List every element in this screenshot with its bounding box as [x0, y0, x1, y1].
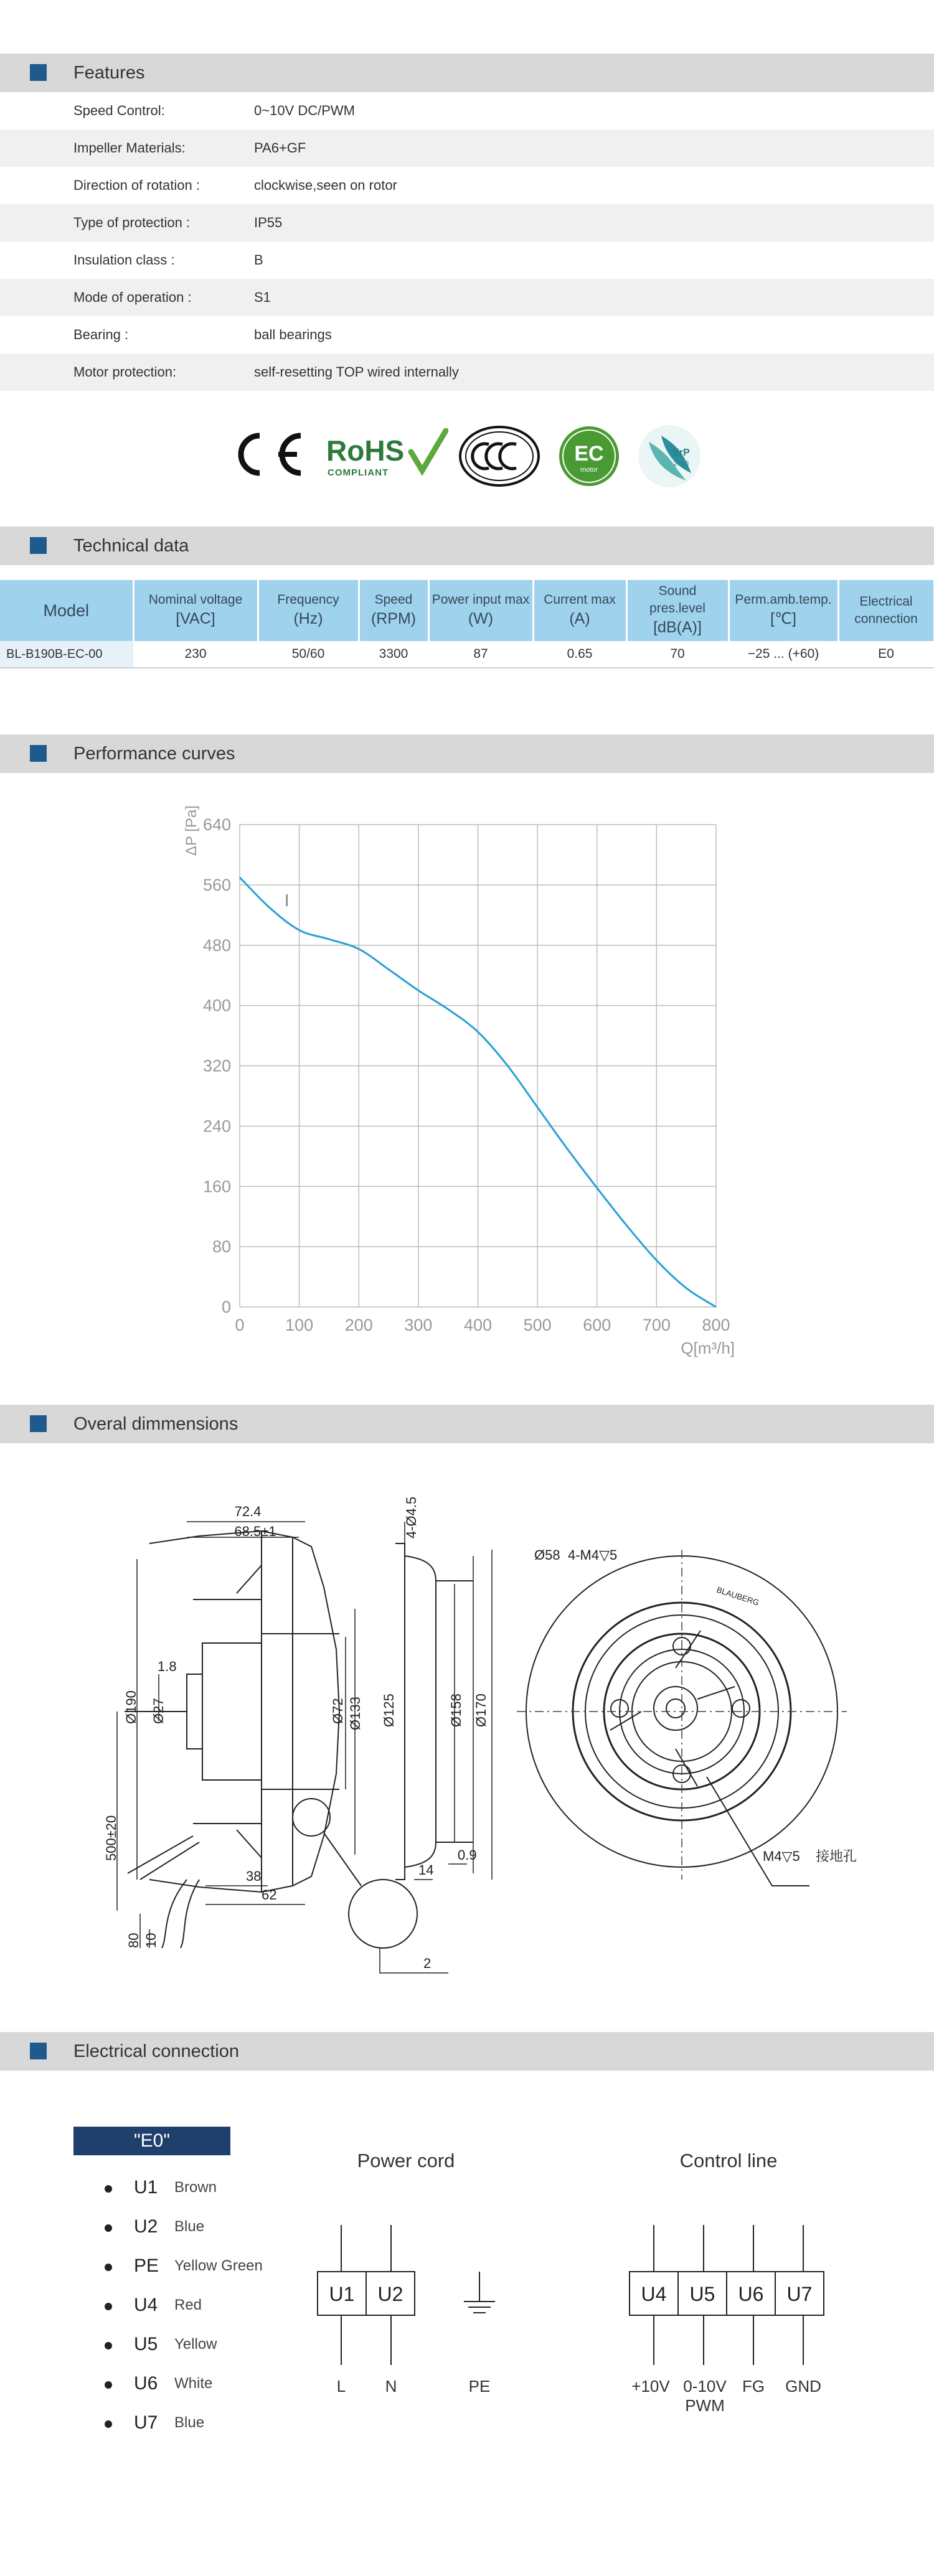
chart-annotation: I — [284, 891, 290, 911]
wire-code: PE — [134, 2255, 159, 2276]
dimension-label: 4-Ø4.5 — [403, 1496, 419, 1539]
x-tick-label: 200 — [344, 1316, 373, 1334]
feature-label: Type of protection : — [73, 215, 191, 230]
dimension-label: 14 — [418, 1862, 434, 1878]
wire-label: +10V — [631, 2377, 670, 2396]
feature-value: clockwise,seen on rotor — [254, 177, 397, 193]
feature-label: Speed Control: — [73, 103, 165, 118]
feature-row — [0, 354, 934, 391]
erp-logo — [636, 423, 702, 489]
section-title: Electrical connection — [73, 2041, 239, 2061]
feature-value: B — [254, 252, 263, 268]
erp-text: ErP — [672, 447, 690, 458]
y-tick-label: 0 — [221, 1298, 231, 1316]
wire-color: White — [174, 2375, 213, 2392]
section-title: Technical data — [73, 536, 189, 556]
dimension-label: 接地孔 — [816, 1848, 857, 1864]
features-header — [0, 54, 934, 92]
table-cell: 0.65 — [533, 641, 626, 668]
y-tick-label: 560 — [202, 875, 231, 894]
section-title: Performance curves — [73, 744, 235, 764]
connection-type-badge: "E0" — [73, 2127, 230, 2155]
terminal-label: U2 — [377, 2283, 403, 2305]
table-cell: BL-B190B-EC-00 — [0, 641, 133, 668]
y-tick-label: 80 — [212, 1237, 231, 1257]
wire-code: U5 — [134, 2334, 158, 2354]
dimension-label: 1.8 — [158, 1659, 177, 1674]
table-cell: 87 — [428, 641, 533, 668]
terminal-label: U1 — [329, 2283, 355, 2305]
wire-color: Blue — [174, 2414, 205, 2431]
rohs-text: RoHS — [326, 434, 405, 467]
terminal-label: U7 — [786, 2283, 813, 2305]
y-tick-label: 400 — [202, 996, 231, 1015]
wire-label: GND — [785, 2377, 821, 2396]
dimension-label: Ø27 — [151, 1698, 166, 1724]
dimension-label: 72.4 — [234, 1504, 262, 1519]
wire-color: Yellow — [174, 2336, 217, 2353]
dimension-label: Ø133 — [347, 1697, 363, 1730]
feature-label: Direction of rotation : — [73, 177, 200, 193]
brand-label: BLAUBERG — [715, 1585, 761, 1608]
column-header: Current max (A) — [533, 580, 626, 641]
terminal-label: U4 — [641, 2283, 667, 2305]
dimensions-header — [0, 1405, 934, 1443]
x-tick-label: 300 — [404, 1316, 433, 1334]
feature-row — [0, 129, 934, 167]
column-header: Nominal voltage [VAC] — [133, 580, 258, 641]
ec-sub-text: motor — [580, 466, 598, 474]
dimension-label: Ø158 — [448, 1693, 464, 1727]
dimension-label: 80 — [126, 1932, 141, 1948]
section-title: Features — [73, 63, 145, 83]
dimension-label: 500±20 — [103, 1815, 119, 1861]
feature-value: ball bearings — [254, 327, 332, 342]
x-tick-label: 700 — [642, 1316, 671, 1334]
feature-label: Bearing : — [73, 327, 129, 342]
dimension-label: Ø170 — [473, 1693, 489, 1727]
dimension-label: Ø190 — [123, 1690, 139, 1724]
dimension-label: 38 — [246, 1868, 262, 1884]
technical-data-table — [0, 580, 934, 668]
wire-label: L — [336, 2377, 346, 2396]
table-cell: 230 — [133, 641, 258, 668]
x-tick-label: 800 — [702, 1316, 730, 1334]
x-tick-label: 600 — [583, 1316, 611, 1334]
feature-row — [0, 279, 934, 316]
rohs-logo — [324, 428, 448, 484]
power-cord-title: Power cord — [357, 2150, 455, 2171]
feature-value: PA6+GF — [254, 140, 306, 156]
wire-code: U2 — [134, 2216, 158, 2237]
section-marker — [30, 1415, 47, 1432]
dimension-drawing — [0, 1450, 934, 2010]
dimension-label: 10 — [143, 1932, 159, 1948]
control-line-title: Control line — [679, 2150, 778, 2171]
y-tick-label: 320 — [202, 1056, 231, 1075]
column-header: Frequency (Hz) — [258, 580, 359, 641]
y-tick-label: 160 — [202, 1177, 231, 1196]
dimension-label: 68.5±1 — [234, 1524, 276, 1539]
ce-logo-text: CE — [227, 423, 229, 424]
performance-header — [0, 734, 934, 773]
dimension-label: 0.9 — [458, 1847, 477, 1863]
feature-row — [0, 241, 934, 279]
column-header: Electrical connection — [838, 580, 934, 641]
dimension-label: Ø125 — [381, 1693, 397, 1727]
y-tick-label: 640 — [202, 815, 231, 834]
y-axis-label: ΔP [Pa] — [183, 805, 200, 856]
rohs-sub-text: COMPLIANT — [328, 467, 389, 478]
ce-logo — [227, 423, 308, 485]
feature-value: IP55 — [254, 215, 283, 230]
dimension-label: Ø72 — [330, 1698, 346, 1724]
feature-row — [0, 316, 934, 354]
performance-chart — [0, 797, 934, 1369]
feature-row — [0, 204, 934, 241]
wire-label: PE — [468, 2377, 491, 2396]
table-cell: E0 — [838, 641, 934, 668]
feature-label: Impeller Materials: — [73, 140, 186, 156]
column-header: Speed (RPM) — [359, 580, 428, 641]
x-axis-label: Q[m³/h] — [681, 1339, 735, 1357]
x-tick-label: 400 — [463, 1316, 493, 1334]
feature-label: Mode of operation : — [73, 289, 192, 305]
x-tick-label: 0 — [235, 1316, 245, 1334]
dimension-label: 62 — [262, 1887, 277, 1903]
feature-value: 0~10V DC/PWM — [254, 103, 355, 118]
wire-code: U1 — [134, 2177, 158, 2198]
y-tick-label: 240 — [202, 1117, 231, 1136]
ccc-logo-text: CCC — [458, 424, 460, 425]
column-header: Model — [0, 580, 133, 641]
section-marker — [30, 537, 47, 554]
wire-code: U6 — [134, 2373, 158, 2394]
terminal-label: U5 — [689, 2283, 715, 2305]
feature-value: S1 — [254, 289, 271, 305]
dimension-label: Ø58 — [534, 1547, 560, 1563]
wire-label: PWM — [685, 2396, 725, 2415]
dimension-label: M4▽5 — [763, 1848, 800, 1864]
wire-label: 0-10V — [683, 2377, 727, 2396]
terminal-label: U6 — [738, 2283, 764, 2305]
feature-row — [0, 167, 934, 204]
wire-code: U7 — [134, 2412, 158, 2433]
wire-label: FG — [742, 2377, 765, 2396]
table-cell: 50/60 — [258, 641, 359, 668]
table-row — [0, 641, 934, 668]
check-icon — [411, 431, 446, 471]
dimension-label: 4-M4▽5 — [568, 1547, 618, 1563]
column-header: Power input max (W) — [428, 580, 533, 641]
table-cell: 3300 — [359, 641, 428, 668]
feature-label: Motor protection: — [73, 364, 177, 380]
section-marker — [30, 2043, 47, 2059]
wire-color: Blue — [174, 2218, 205, 2235]
technical-header — [0, 527, 934, 565]
wire-label: N — [385, 2377, 397, 2396]
feature-label: Insulation class : — [73, 252, 175, 268]
wire-color: Yellow Green — [174, 2257, 263, 2274]
wiring-diagram — [0, 2129, 934, 2440]
erp-year-text: 2015 — [673, 460, 689, 467]
ec-text: EC — [574, 442, 604, 466]
y-tick-label: 480 — [202, 935, 231, 955]
table-header-row — [0, 580, 934, 641]
electrical-header — [0, 2032, 934, 2071]
column-header: Sound pres.level [dB(A)] — [626, 580, 729, 641]
x-tick-label: 500 — [523, 1316, 552, 1334]
section-title: Overal dimmensions — [73, 1414, 238, 1434]
x-tick-label: 100 — [285, 1316, 314, 1334]
table-cell: −25 ... (+60) — [729, 641, 838, 668]
column-header: Perm.amb.temp. [℃] — [729, 580, 838, 641]
feature-row — [0, 92, 934, 129]
feature-value: self-resetting TOP wired internally — [254, 364, 459, 380]
dimension-label: 2 — [423, 1955, 432, 1971]
section-marker — [30, 64, 47, 81]
wire-code: U4 — [134, 2295, 158, 2315]
wire-color: Brown — [174, 2179, 217, 2196]
section-marker — [30, 745, 47, 762]
ec-motor-logo — [557, 424, 621, 488]
ccc-logo — [458, 424, 542, 488]
table-cell: 70 — [626, 641, 729, 668]
wire-color: Red — [174, 2297, 202, 2313]
